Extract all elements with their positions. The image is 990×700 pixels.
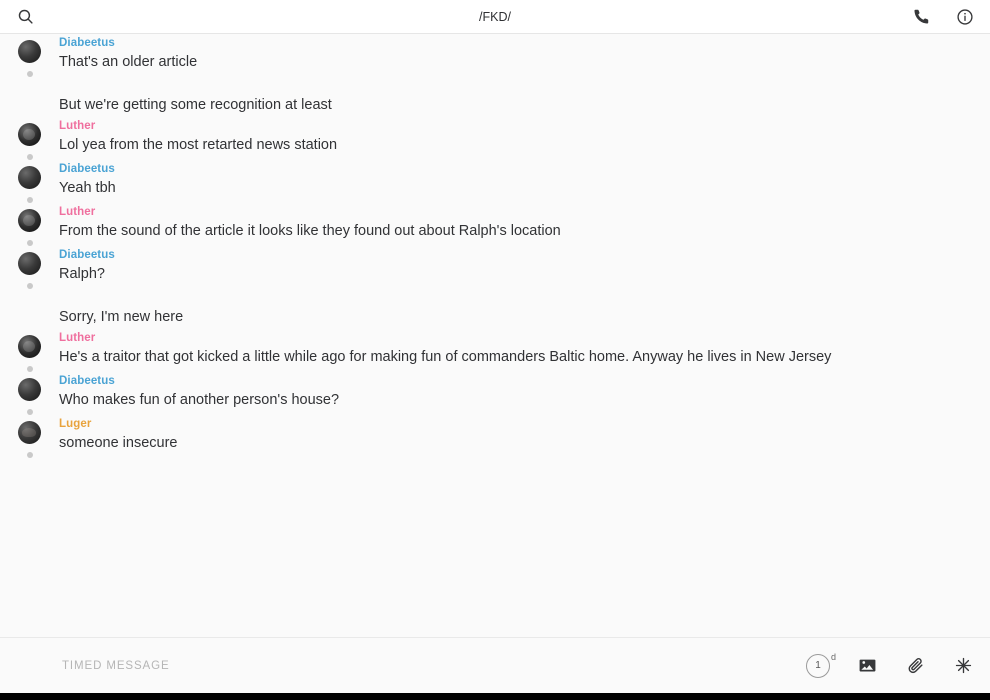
message-body xyxy=(59,248,990,329)
message-author[interactable]: Diabeetus xyxy=(59,375,115,387)
message-text: someone insecure xyxy=(59,435,178,451)
timer-badge[interactable] xyxy=(806,651,836,678)
message-gutter xyxy=(0,417,59,458)
message-author[interactable]: Diabeetus xyxy=(59,37,115,49)
message-group xyxy=(0,246,990,329)
message-gutter xyxy=(0,162,59,203)
message-text: Who makes fun of another person's house? xyxy=(59,392,340,408)
message-group xyxy=(0,34,990,117)
message-author[interactable]: Diabeetus xyxy=(59,249,115,261)
message-body xyxy=(59,36,990,117)
message-text: He's a traitor that got kicked a little while ago for making fun of commanders Baltic home. Anyway he lives in New Jersey xyxy=(59,349,832,365)
message-body xyxy=(59,417,990,458)
message-status-dot xyxy=(27,71,33,77)
message-status-dot xyxy=(27,283,33,289)
message-text: From the sound of the article it looks like they found out about Ralph's location xyxy=(59,223,561,239)
message-text: But we're getting some recognition at least xyxy=(59,96,332,113)
avatar-diabeetus[interactable] xyxy=(18,378,41,401)
message-author[interactable]: Luger xyxy=(59,418,92,430)
composer-actions xyxy=(806,651,974,678)
message-status-dot xyxy=(27,452,33,458)
message-gutter xyxy=(0,36,59,117)
message-author[interactable]: Luther xyxy=(59,332,96,344)
avatar-diabeetus[interactable] xyxy=(18,40,41,63)
message-group xyxy=(0,117,990,160)
message-gutter xyxy=(0,119,59,160)
bottom-strip xyxy=(0,693,990,700)
message-gutter xyxy=(0,248,59,329)
avatar-luther[interactable] xyxy=(18,209,41,232)
timer-unit: d xyxy=(830,651,836,662)
sparkle-icon[interactable] xyxy=(952,655,974,677)
message-group xyxy=(0,329,990,372)
message-text: Ralph? xyxy=(59,266,105,282)
top-bar-right xyxy=(910,6,976,28)
message-list[interactable] xyxy=(0,34,990,637)
avatar-diabeetus[interactable] xyxy=(18,252,41,275)
avatar-luther[interactable] xyxy=(18,123,41,146)
avatar-luther[interactable] xyxy=(18,335,41,358)
message-body xyxy=(59,331,990,372)
message-body xyxy=(59,119,990,160)
top-bar-left xyxy=(14,6,36,28)
search-icon[interactable] xyxy=(14,6,36,28)
message-body xyxy=(59,205,990,246)
message-group xyxy=(0,372,990,415)
timer-value: 1 xyxy=(815,660,821,671)
composer-bar xyxy=(0,637,990,693)
message-group xyxy=(0,203,990,246)
info-icon[interactable] xyxy=(954,6,976,28)
message-text: Sorry, I'm new here xyxy=(59,308,184,325)
conversation-title: /FKD/ xyxy=(479,9,511,24)
message-text: Lol yea from the most retarted news station xyxy=(59,137,338,153)
message-gutter xyxy=(0,205,59,246)
phone-icon[interactable] xyxy=(910,6,932,28)
paperclip-icon[interactable] xyxy=(904,655,926,677)
message-input[interactable]: TIMED MESSAGE xyxy=(62,659,170,672)
message-gutter xyxy=(0,331,59,372)
message-group xyxy=(0,415,990,458)
avatar-luger[interactable] xyxy=(18,421,41,444)
top-bar xyxy=(0,0,990,34)
message-text: That's an older article xyxy=(59,54,198,70)
image-icon[interactable] xyxy=(856,655,878,677)
avatar-diabeetus[interactable] xyxy=(18,166,41,189)
message-gutter xyxy=(0,374,59,415)
message-text: Yeah tbh xyxy=(59,180,116,196)
message-body xyxy=(59,162,990,203)
message-author[interactable]: Luther xyxy=(59,206,96,218)
message-group xyxy=(0,160,990,203)
message-author[interactable]: Diabeetus xyxy=(59,163,115,175)
message-author[interactable]: Luther xyxy=(59,120,96,132)
message-body xyxy=(59,374,990,415)
